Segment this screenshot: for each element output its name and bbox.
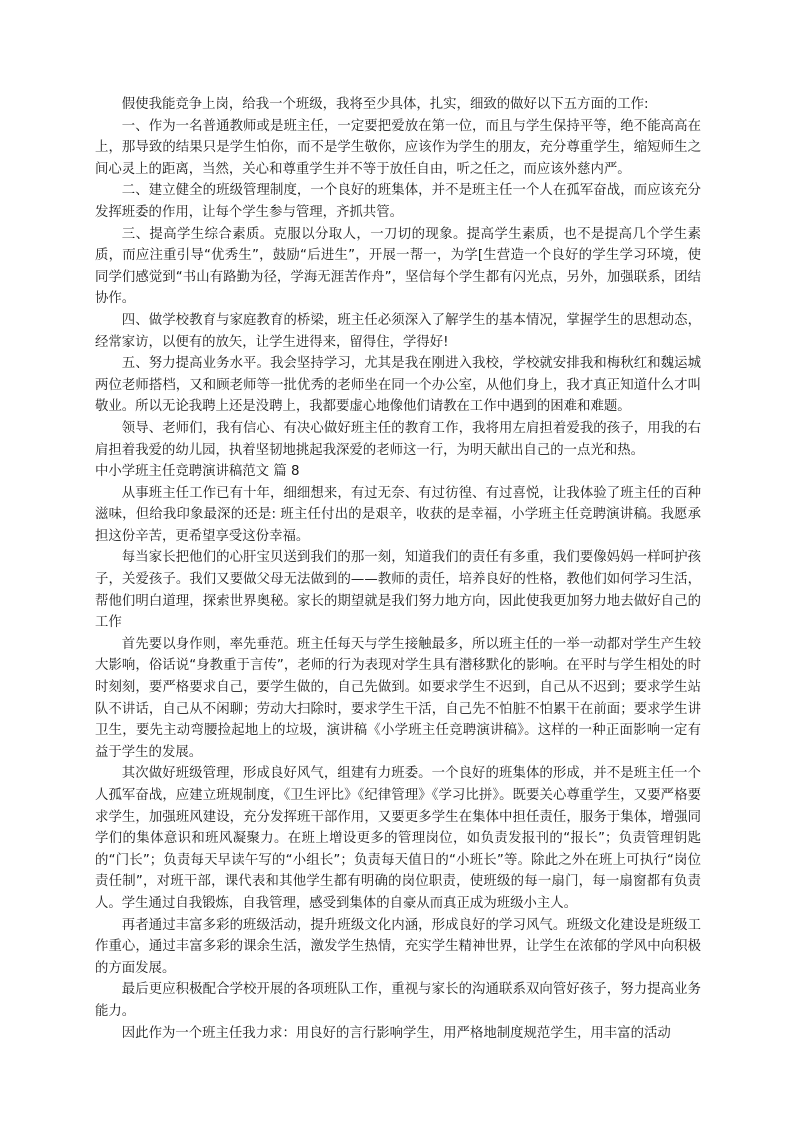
paragraph-closing: 领导、老师们，我有信心、有决心做好班主任的教育工作，我将用左肩担着爱我的孩子，用我的右肩担着我爱的幼儿园，执着坚韧地挑起我深爱的老师这一行，为明天献出自己的一点光和热。 <box>95 420 701 458</box>
paragraph-point-3: 三、提高学生综合素质。克服以分取人，一刀切的现象。提高学生素质，也不是提高几个学生素质，而应注重引导“优秀生”，鼓励“后进生”，开展一帮一，为学[生营造一个良好的学生学习环境，使同学们感觉到“书山有路勤为径，学海无涯苦作舟”，坚信每个学生都有闪光点，另外，加强联系，团结协作。 <box>95 226 701 307</box>
paragraph-point-5: 五、努力提高业务水平。我会坚持学习，尤其是我在刚进入我校，学校就安排我和梅秋红和魏运城两位老师搭档，又和顾老师等一批优秀的老师坐在同一个办公室，从他们身上，我才真正知道什么才叫敬业。所以无论我聘上还是没聘上，我都要虚心地像他们请教在工作中遇到的困难和难题。 <box>95 356 701 415</box>
paragraph-s8-4: 其次做好班级管理，形成良好风气，组建有力班委。一个良好的班集体的形成，并不是班主任一个人孤军奋战，应建立班规制度，《卫生评比》《纪律管理》《学习比拼》。既要关心尊重学生，又要严格要求学生，加强班风建设，充分发挥班干部作用，又要更多学生在集体中担任责任，服务于集体，增强同学们的集体意识和班风凝聚力。在班上增设更多的管理岗位，如负责发报刊的“报长”；负责管理钥匙的“门长”；负责每天早读午写的“小组长”；负责每天值日的“小班长”等。除此之外在班上可执行“岗位责任制”，对班干部，课代表和其他学生都有明确的岗位职责，使班级的每一扇门，每一扇窗都有负责人。学生通过自我锻炼，自我管理，感受到集体的自豪从而真正成为班级小主人。 <box>95 766 701 911</box>
section-title: 中小学班主任竞聘演讲稿范文 篇 8 <box>95 464 300 480</box>
paragraph-s8-1: 从事班主任工作已有十年，细细想来，有过无奈、有过彷徨、有过喜悦，让我体验了班主任的百种滋味，但给我印象最深的还是: 班主任付出的是艰辛，收获的是幸福，小学班主任竞聘演讲稿。我愿承担这份辛苦，更希望享受这份幸福。 <box>95 485 701 544</box>
paragraph-intro: 假使我能竞争上岗，给我一个班级，我将至少具体，扎实，细致的做好以下五方面的工作: <box>121 97 649 112</box>
paragraph-s8-5: 再者通过丰富多彩的班级活动，提升班级文化内涵，形成良好的学习风气。班级文化建设是班级工作重心，通过丰富多彩的课余生活，激发学生热情，充实学生精神世界，让学生在浓郁的学风中向积极的方面发展。 <box>95 917 701 976</box>
paragraph-s8-2: 每当家长把他们的心肝宝贝送到我们的那一刻，知道我们的责任有多重，我们要像妈妈一样呵护孩子，关爱孩子。我们又要做父母无法做到的——教师的责任，培养良好的性格，教他们如何学习生活，帮他们明白道理，探索世界奥秘。家长的期望就是我们努力地方向，因此使我更加努力地去做好自己的工作 <box>95 550 701 631</box>
paragraph-point-1: 一、作为一名普通教师或是班主任，一定要把爱放在第一位，而且与学生保持平等，绝不能高高在上，那导致的结果只是学生怕你，而不是学生敬你，应该作为学生的朋友，充分尊重学生，缩短师生之间心灵上的距离，当然，关心和尊重学生并不等于放任自由，听之任之，而应该外慈内严。 <box>95 118 701 177</box>
document-body <box>95 94 701 1044</box>
paragraph-s8-6: 最后更应积极配合学校开展的各项班队工作，重视与家长的沟通联系双向管好孩子，努力提高业务能力。 <box>95 982 701 1019</box>
paragraph-s8-3: 首先要以身作则，率先垂范。班主任每天与学生接触最多，所以班主任的一举一动都对学生产生较大影响，俗话说“身教重于言传”，老师的行为表现对学生具有潜移默化的影响。在平时与学生相处的时时刻刻，要严格要求自己，要学生做的，自己先做到。如要求学生不迟到，自己从不迟到；要求学生站队不讲话，自己从不闲聊；劳动大扫除时，要求学生干活，自己先不怕脏不怕累干在前面；要求学生讲卫生，要先主动弯腰捡起地上的垃圾，演讲稿《小学班主任竞聘演讲稿》。这样的一种正面影响一定有益于学生的发展。 <box>95 636 701 760</box>
paragraph-s8-7: 因此作为一个班主任我力求：用良好的言行影响学生，用严格地制度规范学生，用丰富的活动 <box>121 1025 671 1041</box>
paragraph-point-4: 四、做学校教育与家庭教育的桥梁，班主任必须深入了解学生的基本情况，掌握学生的思想动态，经常家访，以便有的放矢，让学生进得来，留得住，学得好! <box>95 312 701 350</box>
paragraph-point-2: 二、建立健全的班级管理制度，一个良好的班集体，并不是班主任一个人在孤军奋战，而应该充分发挥班委的作用，让每个学生参与管理，齐抓共管。 <box>95 183 701 220</box>
